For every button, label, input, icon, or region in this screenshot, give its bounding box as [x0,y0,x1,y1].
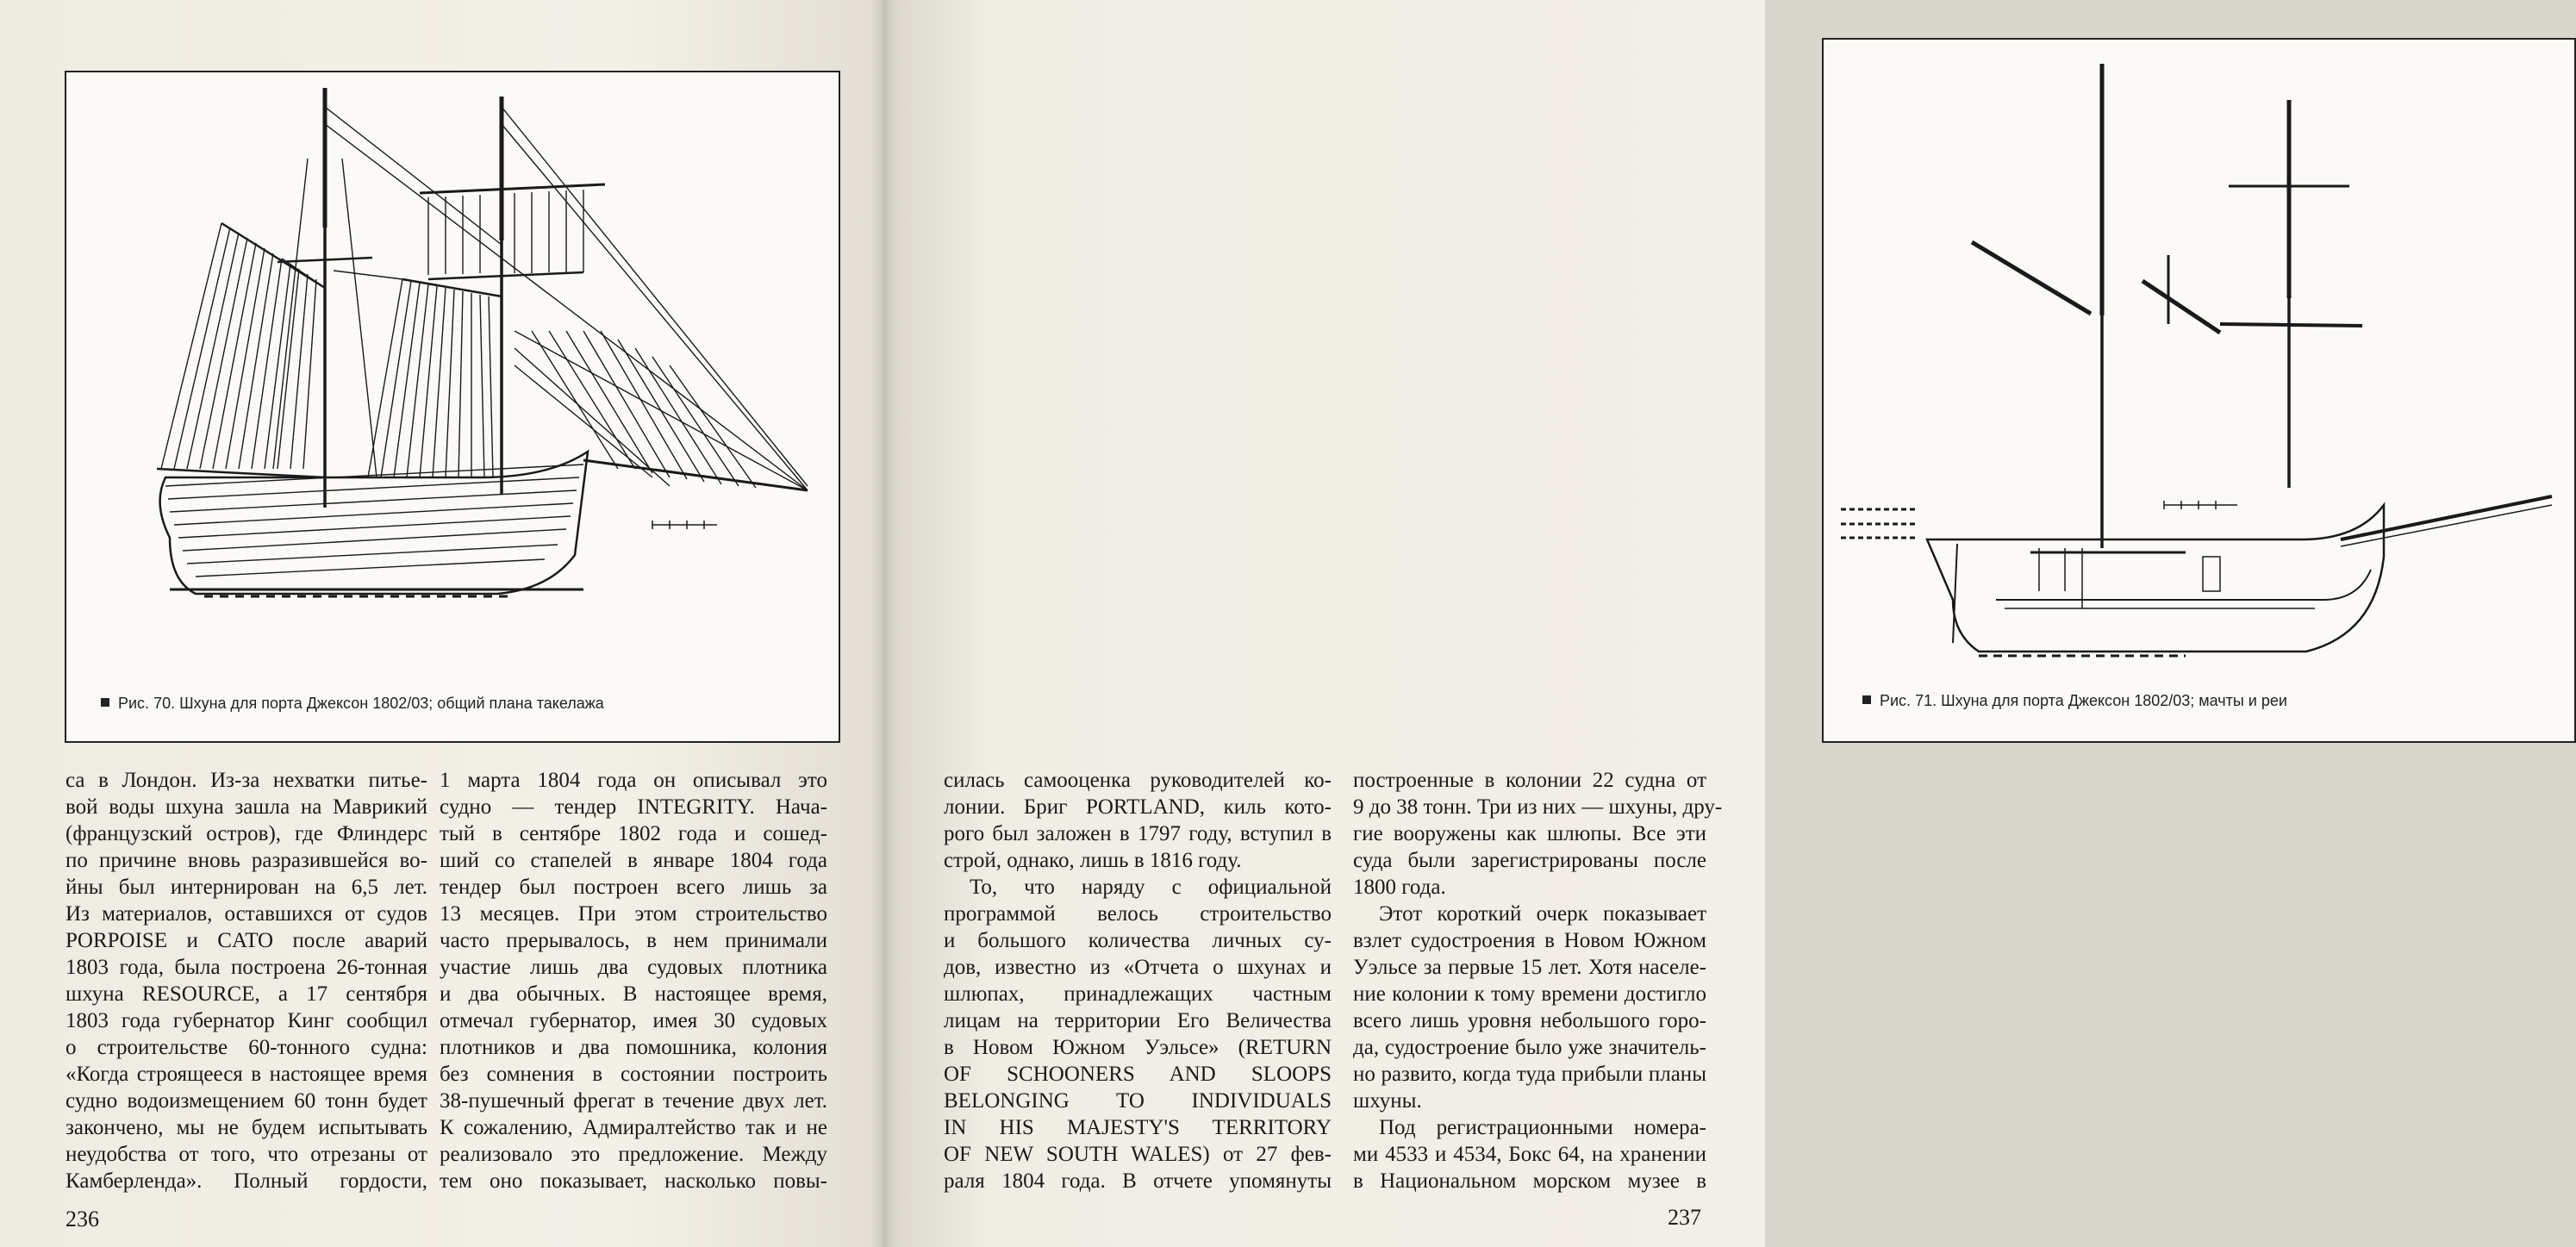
text-line: ние колонии к тому времени достигло [1353,982,1706,1006]
text-line: суда были зарегистрированы после [1353,849,1706,872]
schooner-rigging-drawing [66,72,839,676]
text-line: в Новом Южном Уэльсе» (RETURN [944,1036,1332,1059]
text-line: дов, известно из «Отчета о шхунах и [944,956,1332,979]
text-line: PORPOISE и CATO после аварий [65,929,427,952]
text-line: шлюпах, принадлежащих частным [944,982,1332,1006]
text-line: «Когда строящееся в настоящее время [65,1063,427,1086]
figure-70 [65,71,840,743]
page-number-left: 236 [65,1206,99,1231]
text-line: всего лишь уровня небольшого горо- [1353,1009,1706,1032]
text-line: реализовало это предложение. Между [440,1143,827,1166]
figure-70-caption [101,695,604,713]
text-line: и два обычных. В настоящее время, [440,982,827,1006]
paragraph [1353,901,1706,1114]
text-line: Под регистрационными номера- [1379,1116,1706,1139]
text-line: К сожалению, Адмиралтейство так и не [440,1116,827,1139]
paragraph [944,767,1332,874]
text-line: шхуна RESOURCE, а 17 сентября [65,982,427,1006]
text-line: и большого количества личных су- [944,929,1332,952]
text-line: в Национальном морском музее в [1353,1169,1706,1193]
text-line: Этот короткий очерк показывает [1379,902,1706,926]
text-line: (французский остров), где Флиндерс [65,822,427,845]
text-line: построенные в колонии 22 судна от [1353,769,1706,792]
paragraph [1353,767,1723,901]
text-line: вой воды шхуна зашла на Маврикий [65,795,427,819]
text-line: BELONGING TO INDIVIDUALS [944,1089,1332,1113]
text-line: часто прерывалось, в нем принимали [440,929,827,952]
text-line: са в Лондон. Из-за нехватки питье- [65,769,427,792]
text-line: плотников и два помошника, колония [440,1036,827,1059]
text-line: То, что наряду с официальной [970,876,1332,899]
text-line: отмечал губернатор, имея 30 судовых [440,1009,827,1032]
text-line: тем оно показывает, насколько повы- [440,1169,827,1193]
paragraph [440,767,827,1194]
text-line: Камберленда». Полный гордости, [65,1169,427,1193]
figure-71-caption [1862,692,2287,710]
page-number-right: 237 [1668,1205,1701,1230]
text-line: Уэльсе за первые 15 лет. Хотя населе- [1353,956,1706,979]
text-line: шхуны. [1353,1089,1422,1113]
text-line: по причине вновь разразившейся во- [65,849,427,872]
text-line: OF NEW SOUTH WALES) от 27 фев- [944,1143,1332,1166]
text-line: 13 месяцев. При этом строительство [440,902,827,926]
text-line: участие лишь два судовых плотника [440,956,827,979]
text-line: 38-пушечный фрегат в течение двух лет. [440,1089,827,1113]
text-line: о строительстве 60-тонного судна: [65,1036,427,1059]
text-line: тый в сентябре 1802 года и сошед- [440,822,827,845]
text-column-4 [1353,767,1723,1198]
text-line: 1803 года, была построена 26-тонная [65,956,427,979]
text-column-3 [944,767,1332,1224]
paragraph [65,767,427,1194]
paragraph [944,874,1332,1194]
text-line: судно — тендер INTEGRITY. Нача- [440,795,827,819]
text-line: строй, однако, лишь в 1816 году. [944,849,1242,872]
text-column-1 [65,767,427,1198]
text-line: но развито, когда туда прибыли планы [1353,1063,1706,1086]
text-line: IN HIS MAJESTY'S TERRITORY [944,1116,1332,1139]
caption-bullet-icon [1862,695,1871,704]
text-line: неудобства от того, что отрезаны от [65,1143,427,1166]
text-line: 1803 года губернатор Кинг сообщил [65,1009,427,1032]
text-line: 1800 года. [1353,876,1446,899]
text-line: без сомнения в состоянии построить [440,1063,827,1086]
text-line: взлет судостроения в Новом Южном [1353,929,1706,952]
text-line: силась самооценка руководителей ко- [944,769,1332,792]
text-line: ший со стапелей в январе 1804 года [440,849,827,872]
text-line: рого был заложен в 1797 году, вступил в [944,822,1332,845]
text-line: 9 до 38 тонн. Три из них — шхуны, дру- [1353,795,1723,819]
text-line: лицам на территории Его Величества [944,1009,1332,1032]
figure-71-caption-text: Рис. 71. Шхуна для порта Джексон 1802/03; мачты и реи [1880,692,2287,709]
text-line: раля 1804 года. В отчете упомянуты [944,1169,1332,1193]
text-line: программой велось строительство [944,902,1332,926]
text-column-2 [440,767,827,1198]
text-line: лонии. Бриг PORTLAND, киль кото- [944,795,1332,819]
text-line: гие вооружены как шлюпы. Все эти [1353,822,1706,845]
book-gutter [870,0,896,1247]
text-line: йны был интернирован на 6,5 лет. [65,876,427,899]
text-line: тендер был построен всего лишь за [440,876,827,899]
left-page [0,0,883,1247]
paragraph [1353,1114,1706,1194]
text-line: Из материалов, оставшихся от судов [65,902,427,926]
text-line: закончено, мы не будем испытывать [65,1116,427,1139]
text-line: да, судостроение было уже значитель- [1353,1036,1706,1059]
caption-bullet-icon [101,698,109,707]
figure-70-caption-text: Рис. 70. Шхуна для порта Джексон 1802/03; общий плана такелажа [118,695,604,712]
text-line: судно водоизмещением 60 тонн будет [65,1089,427,1113]
text-line: ми 4533 и 4534, Бокс 64, на хранении [1353,1143,1706,1166]
schooner-masts-drawing [1824,40,2574,677]
right-page [883,0,2287,1247]
figure-71 [1822,38,2576,743]
text-line: OF SCHOONERS AND SLOOPS [944,1063,1332,1086]
text-line: 1 марта 1804 года он описывал это [440,769,827,792]
